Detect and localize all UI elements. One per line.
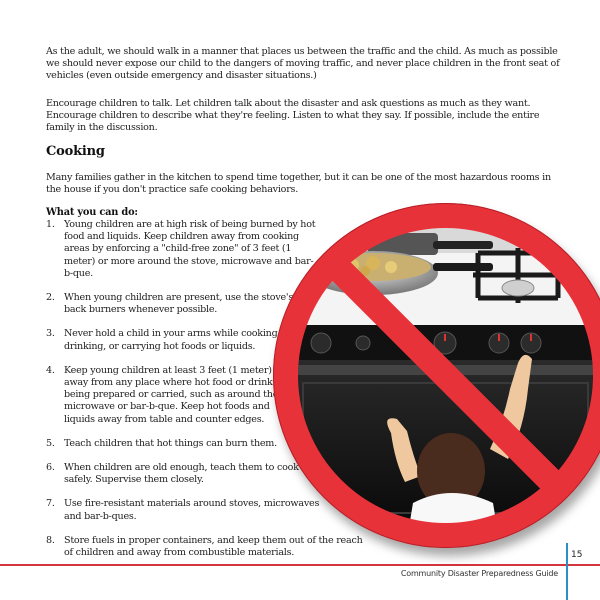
- list-text: Store fuels in proper containers, and keep them out of the reach of children and away from combustible materials.: [64, 534, 363, 559]
- what-you-can-do-heading: What you can do:: [46, 207, 138, 218]
- list-number: 5.: [46, 437, 55, 449]
- list-number: 6.: [46, 462, 55, 474]
- list-text: When children are old enough, teach them to cook safely. Supervise them closely.: [64, 462, 299, 486]
- list-number: 4.: [46, 364, 55, 376]
- list-text: Young children are at high risk of being burned by hot food and liquids. Keep children away from cooking areas by enforcing a "child-free zone" of 3 feet (1 meter) or more around the stove, microwave and bar-b-que.: [64, 219, 316, 279]
- list-text: Keep young children at least 3 feet (1 meter) away from any place where hot food or drink is being prepared or carried, such as around the microwave or bar-b-que. Keep hot foods and liquids away from table and counter edges.: [64, 364, 283, 425]
- list-text: Never hold a child in your arms while cooking, drinking, or carrying hot foods or liquids.: [64, 328, 281, 352]
- list-text: Teach children that hot things can burn them.: [64, 437, 277, 449]
- cooking-intro-paragraph: Many families gather in the kitchen to spend time together, but it can be one of the most hazardous rooms in the house if you don't practice safe cooking behaviors.: [46, 172, 551, 196]
- list-item: [46, 292, 299, 316]
- no-child-near-stove-image: [273, 203, 600, 548]
- page-number: 15: [571, 550, 583, 560]
- list-number: 7.: [46, 498, 55, 510]
- list-number: 8.: [46, 534, 55, 546]
- list-item: [46, 328, 299, 352]
- section-heading-cooking: Cooking: [46, 144, 105, 159]
- intro-paragraph-traffic: As the adult, we should walk in a manner that places us between the traffic and the child. As much as possible we should never expose our child to the dangers of moving traffic, and never place children in the front seat of vehicles (even outside emergency and disaster situations.): [46, 46, 560, 82]
- intro-paragraph-talk: Encourage children to talk. Let children talk about the disaster and ask questions as much as they want. Encourage children to describe what they're feeling. Listen to what they say. If possible, include the entire family in the discussion.: [46, 98, 540, 134]
- list-number: 1.: [46, 219, 55, 230]
- list-number: 2.: [46, 292, 55, 304]
- footer-document-title: Community Disaster Preparedness Guide: [400, 569, 558, 578]
- prohibition-sign-icon: [273, 203, 600, 548]
- list-item: [46, 365, 286, 426]
- footer-red-rule: [0, 564, 600, 566]
- list-number: 3.: [46, 328, 55, 340]
- list-text: Use fire-resistant materials around stoves, microwaves and bar-b-ques.: [64, 498, 320, 522]
- list-item: [46, 462, 304, 486]
- list-text: When young children are present, use the stove's back burners whenever possible.: [64, 292, 293, 316]
- footer-blue-divider: [566, 543, 568, 600]
